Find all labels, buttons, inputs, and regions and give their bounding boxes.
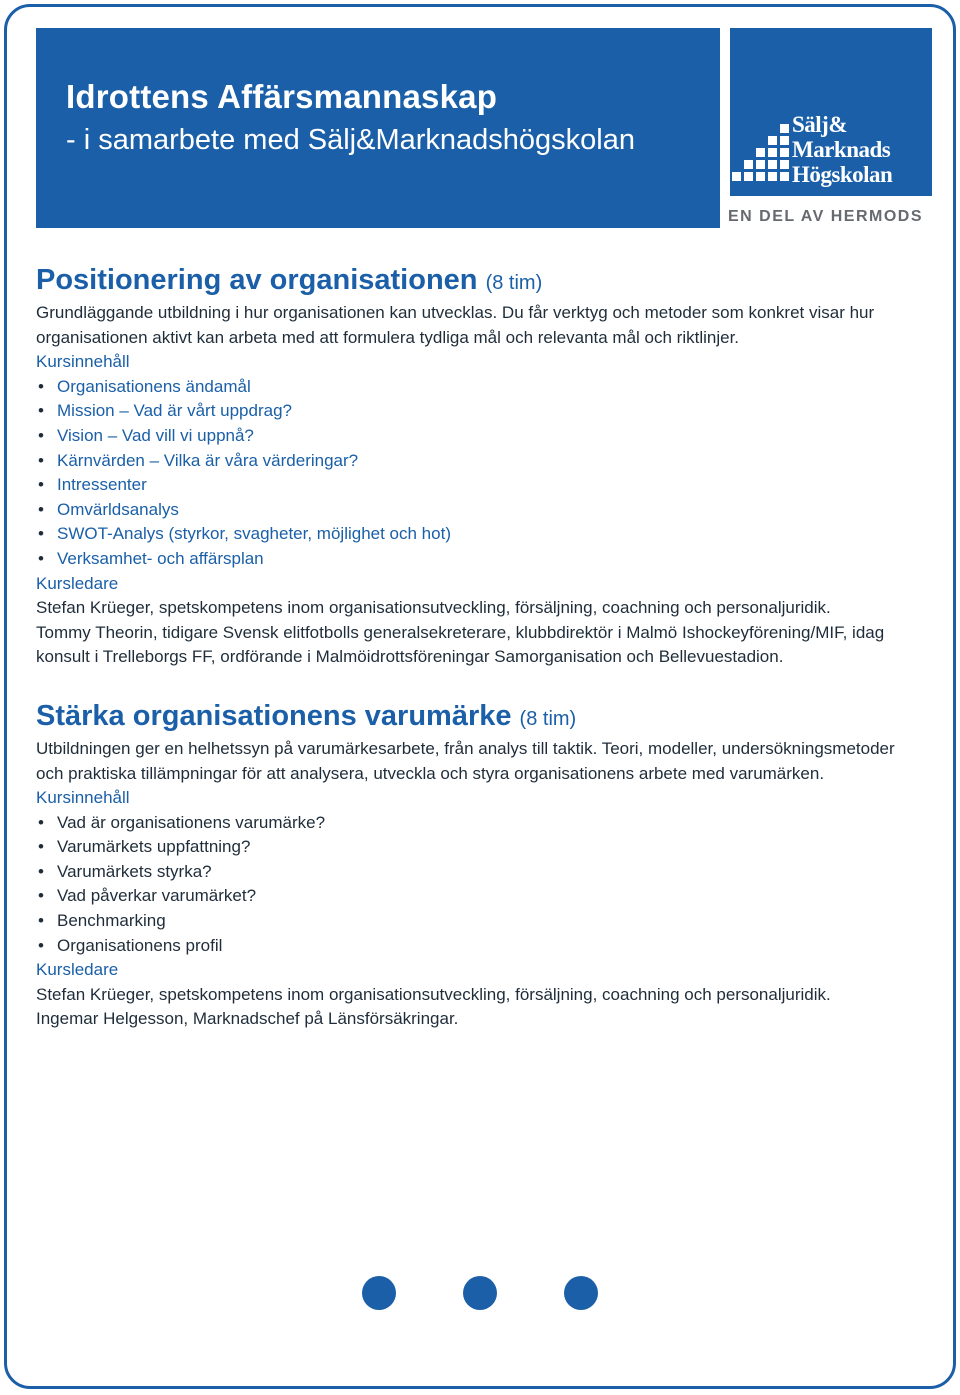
section-1-title: [36, 262, 926, 301]
page-dot-icon: [564, 1276, 598, 1310]
school-logo: [730, 28, 932, 196]
page-dot-icon: [362, 1276, 396, 1310]
logo-line-1: Sälj&: [792, 112, 847, 137]
page-subtitle: - i samarbete med Sälj&Marknadshögskolan: [66, 124, 635, 156]
logo-line-3: Högskolan: [792, 162, 893, 187]
list-item: • Omvärldsanalys: [36, 498, 926, 523]
section-2-intro: Utbildningen ger en helhetssyn på varumärkesarbete, från analys till taktik. Teori, modeller, undersökningsmetoder och praktiska tillämpningar för att analysera, utveckla och styra organisationens arbete med varumärken.: [36, 738, 895, 783]
list-item: • SWOT-Analys (styrkor, svagheter, möjlighet och hot): [36, 522, 926, 547]
list-item: • Varumärkets uppfattning?: [36, 835, 926, 860]
main-content: [36, 262, 926, 1032]
section-2-title-text: Stärka organisationens varumärke: [36, 699, 512, 732]
section-1-content-label: Kursinnehåll: [36, 352, 130, 372]
list-item: • Intressenter: [36, 473, 926, 498]
logo-tagline: EN DEL AV HERMODS: [728, 208, 923, 225]
section-2-leaders-label: Kursledare: [36, 960, 119, 980]
section-2-hours: (8 tim): [519, 707, 577, 730]
section-1-hours: (8 tim): [485, 272, 543, 294]
section-2-leader-1: Stefan Krüeger, spetskompetens inom organisationsutveckling, försäljning, coachning och personaljuridik.: [36, 984, 831, 1004]
section-2-leader-2: Ingemar Helgesson, Marknadschef på Länsförsäkringar.: [36, 1009, 459, 1029]
list-item: • Verksamhet- och affärsplan: [36, 547, 926, 572]
section-2-content-label: Kursinnehåll: [36, 788, 130, 808]
section-1-leaders-label: Kursledare: [36, 573, 119, 593]
section-1-content-list: [36, 375, 926, 572]
list-item: • Organisationens ändamål: [36, 375, 926, 400]
section-1-title-text: Positionering av organisationen: [36, 264, 478, 296]
list-item: • Vad är organisationens varumärke?: [36, 811, 926, 836]
list-item: • Mission – Vad är vårt uppdrag?: [36, 399, 926, 424]
section-1-leader-1: Stefan Krüeger, spetskompetens inom organisationsutveckling, försäljning, coachning och personaljuridik.: [36, 598, 831, 618]
page-title: Idrottens Affärsmannaskap: [66, 78, 498, 115]
list-item: • Kärnvärden – Vilka är våra värderingar?: [36, 449, 926, 474]
list-item: • Organisationens profil: [36, 934, 926, 959]
page-dot-icon: [463, 1276, 497, 1310]
section-1-leader-2: Tommy Theorin, tidigare Svensk elitfotbolls generalsekreterare, klubbdirektör i Malmö Ishockeyförening/MIF, idag konsult i Trelleborgs FF, ordförande i Malmöidrottsföreningar Samorganisation och Bellevuestadion.: [36, 622, 885, 667]
list-item: • Vad påverkar varumärket?: [36, 884, 926, 909]
section-2-title: [36, 698, 926, 737]
list-item: • Vision – Vad vill vi uppnå?: [36, 424, 926, 449]
logo-wordmark: [792, 112, 892, 187]
section-2-content-list: [36, 811, 926, 959]
list-item: • Varumärkets styrka?: [36, 860, 926, 885]
header-banner: [36, 28, 720, 228]
list-item: • Benchmarking: [36, 909, 926, 934]
logo-line-2: Marknads: [792, 137, 891, 162]
section-1-intro: Grundläggande utbildning i hur organisationen kan utvecklas. Du får verktyg och metoder som konkret visar hur organisationen aktivt kan arbeta med att formulera tydliga mål och relevanta mål och riktlinjer.: [36, 303, 875, 347]
